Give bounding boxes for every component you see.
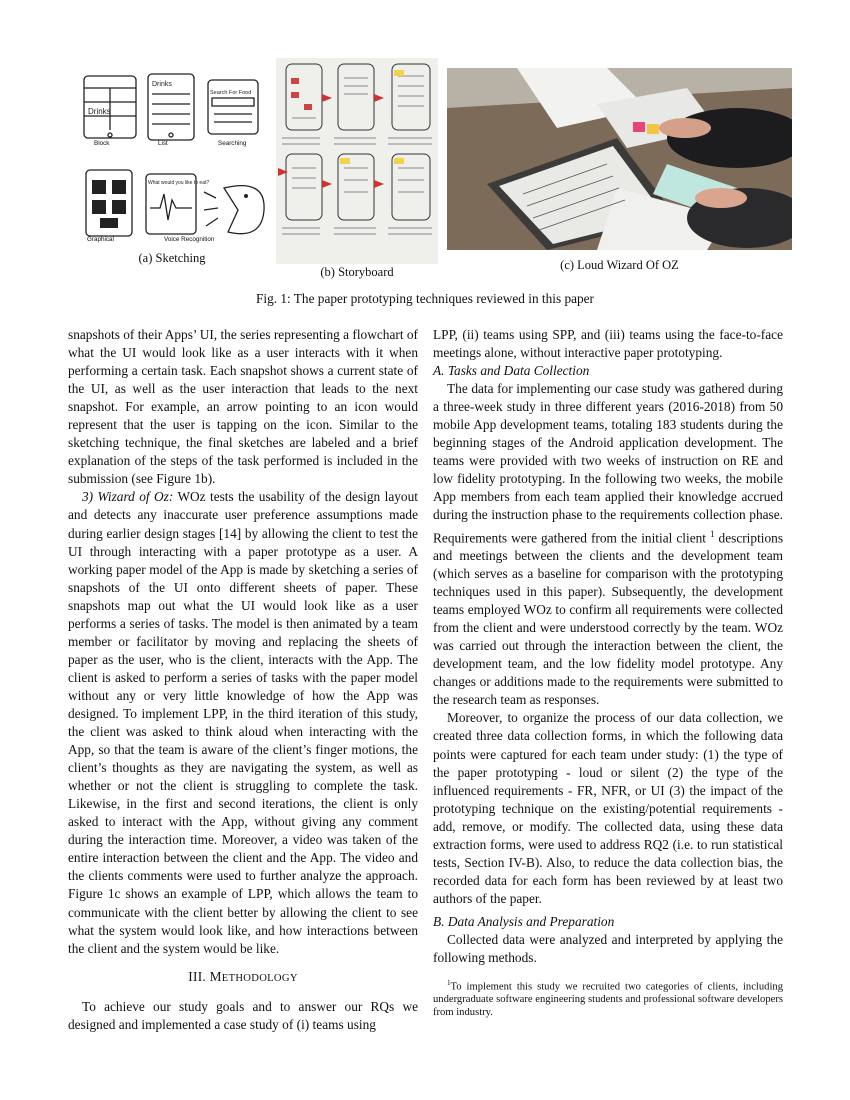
- left-paragraph-2: [68, 488, 418, 957]
- left-paragraph-1: snapshots of their Apps’ UI, the series representing a flowchart of what the UI would look like as a user interacts with it when performing a certain task. Each snapshot shows a current state of the UI, as well as the user interaction that leads to the next snapshot. For example, an arrow pointing to an icon would represent that the user is tapping on the icon. Similar to the sketching technique, the final sketches are labeled and a brief explanation of the steps of the task performed is included in the submission (see Figure 1b).: [68, 327, 418, 487]
- sketch-label-block: Block: [94, 140, 110, 147]
- footnote: [433, 977, 783, 1019]
- sketch-text-voice: What would you like to eat?: [148, 180, 210, 186]
- right-column: [433, 326, 783, 1019]
- storyboard-image: [276, 58, 438, 264]
- footnote-text: To implement this study we recruited two categories of clients, including undergraduate software engineering students and professional software developers from industry.: [433, 981, 783, 1018]
- subsection-a-title: A. Tasks and Data Collection: [433, 363, 590, 379]
- right-paragraph-1: LPP, (ii) teams using SPP, and (iii) teams using the face-to-face meetings alone, without interactive paper prototyping.: [433, 327, 783, 361]
- sketch-text-drinks-2: Drinks: [152, 81, 172, 88]
- footnote-number: 1: [447, 979, 451, 988]
- right-paragraph-4: Collected data were analyzed and interpreted by applying the following methods.: [433, 931, 783, 966]
- right-paragraph-3: Moreover, to organize the process of our data collection, we created three data collection forms, in which the following data points were captured for each team under study: (1) the type of the paper prototyping - loud or silent (2) the type of the influenced requirements - FR, NFR, or UI (3) the impact of the prototyping technique on the existing/potential requirements - add, remove, or modify. The collected data, using these data extraction forms, were used to address RQ2 (i.e. to run statistical tests, Section IV-B). Also, to reduce the data collection bias, the recorded data for each form has been reviewed by at least two authors of the paper.: [433, 710, 783, 906]
- sketch-label-list: List: [158, 140, 168, 147]
- sketching-image: [74, 68, 270, 252]
- sketch-text-drinks-1: Drinks: [88, 107, 111, 116]
- sketch-text-search: Search For Food: [210, 90, 252, 96]
- sketch-label-voice: Voice Recognition: [164, 236, 215, 243]
- subcaption-c: (c) Loud Wizard Of OZ: [560, 258, 679, 272]
- footnote-marker: 1: [710, 528, 715, 539]
- right-paragraph-2: [433, 380, 783, 709]
- subsection-b-title: B. Data Analysis and Preparation: [433, 913, 615, 929]
- tasks-text-part2: descriptions and meetings between the clients and the development team (which serves as a baseline for comparison with the prototyping techniques used in this paper). Subsequently, the development teams employed WOz to confirm all requirements were collected from the client and were understood correctly by the team. WOz was carried out through the interaction between the client, the development team, and the low fidelity model prototype. Any changes or additions made to the requirements were submitted to the research team as responses.: [433, 529, 784, 708]
- figure-caption: Fig. 1: The paper prototyping techniques reviewed in this paper: [255, 291, 594, 306]
- left-column: [68, 326, 418, 1034]
- wizard-of-oz-heading: 3) Wizard of Oz:: [82, 489, 174, 505]
- tasks-text-part1: The data for implementing our case study was gathered during a three-week study in three different years (2016-2018) from 50 mobile App development teams, totaling 183 students during the beginning stages of the Android application development. The teams were provided with two weeks of instruction on RE and low fidelity prototyping. In the following two weeks, the mobile App members from each team applied their knowledge accrued during the instruction phase to the requirements collection phase. Requirements were gathered from the initial client: [433, 381, 783, 545]
- sketch-label-graphical: Graphical: [87, 236, 114, 243]
- wizard-of-oz-text: WOz tests the usability of the design layout and detects any inaccurate user preference assumptions made during earlier design stages [14] by allowing the client to test the UI through interacting with a paper prototype as a user. A working paper model of the App is made by sketching a series of snapshots of the UI onto different sheets of paper. These snapshots map out what the UI would look like as a user performs a series of tasks. The model is then animated by a team member or facilitator by moving and replacing the sheets of paper as the user, who is the client, interacts with the App. The client is asked to perform a series of tasks with the paper model without any or very little knowledge of how the App was designed. To implement LPP, in the third iteration of this study, the client was asked to think aloud when interacting with the App, so that the team is aware of the client’s finger motions, the client’s thoughts as they are navigating the system, as well as whether or not the client is struggling to complete the task. Likewise, in the first and second iterations, the client is only asked to interact with the App, without giving any comment during the interaction time. Moreover, a video was taken of the entire interaction between the client and the App. The video and the clients comments were used to further analyze the approach. Figure 1c shows an example of LPP, which allows the team to communicate with the client better by allowing the client to see what the system would look like, and how interactions between the client and the system would be like.: [68, 489, 418, 956]
- subcaption-b: (b) Storyboard: [320, 265, 394, 279]
- subcaption-a: (a) Sketching: [138, 251, 206, 265]
- section-title-methodology: III. METHODOLOGY: [188, 968, 298, 984]
- sketch-label-searching: Searching: [218, 140, 247, 147]
- left-paragraph-3: To achieve our study goals and to answer our RQs we designed and implemented a case study of (i) teams using: [68, 998, 418, 1032]
- wizard-of-oz-photo: [447, 68, 792, 250]
